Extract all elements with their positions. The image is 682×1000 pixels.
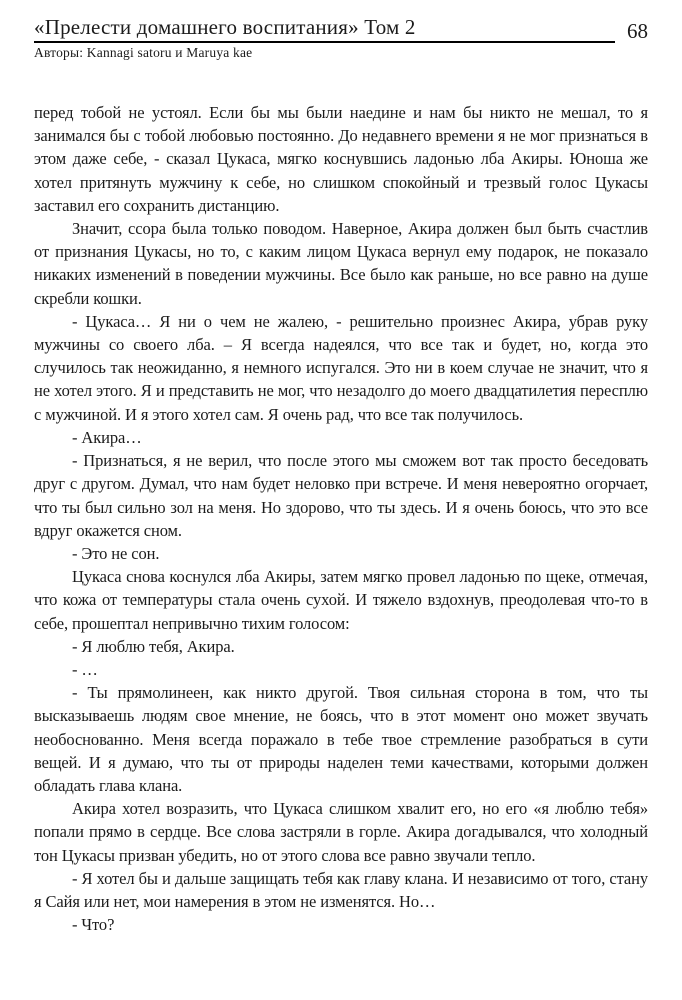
paragraph: - Я хотел бы и дальше защищать тебя как главу клана. И независимо от того, стану я Сайя или нет, мои намерения в этом не изменятся. Но… (34, 868, 648, 911)
paragraph: - Это не сон. (72, 543, 160, 563)
page-body (34, 101, 648, 936)
paragraph: Акира хотел возразить, что Цукаса слишком хвалит его, но его «я люблю тебя» попали прямо в сердце. Все слова застряли в горле. Акира догадывался, что холодный тон Цукасы призван убедить, но от этого слова все равно звучали тепло. (34, 799, 648, 865)
paragraph: - Что? (72, 915, 115, 935)
paragraph: - Признаться, я не верил, что после этого мы сможем вот так просто беседовать друг с другом. Думал, что нам будет неловко при встрече. И меня невероятно огорчает, что ты был сильно зол на меня. Но здорово, что ты здесь. И я очень боюсь, что это все вдруг окажется сном. (34, 451, 648, 540)
paragraph: - Ты прямолинеен, как никто другой. Твоя сильная сторона в том, что ты высказываешь людям свое мнение, не боясь, что в этот момент оно может звучать необоснованно. Меня всегда поражало в тебе твое стремление разобраться в сути вещей. И я думаю, что ты от природы наделен теми качествами, которыми должен обладать глава клана. (34, 683, 648, 795)
paragraph: - Акира… (72, 427, 142, 447)
page-header (34, 16, 648, 43)
page-number: 68 (627, 19, 648, 43)
book-title: «Прелести домашнего воспитания» Том 2 (34, 16, 615, 43)
authors-line: Авторы: Kannagi satoru и Maruya kae (34, 45, 253, 61)
paragraph: - … (72, 659, 98, 679)
paragraph: - Цукаса… Я ни о чем не жалею, - решительно произнес Акира, убрав руку мужчины со своего лба. – Я всегда надеялся, что все так и будет, но, когда это случилось так неожиданно, я немного испугался. Это ни в коем случае не значит, что я не хотел этого. Я и представить не мог, что незадолго до моего двадцатилетия пересплю с мужчиной. И я этого хотел сам. Я очень рад, что все так получилось. (34, 311, 648, 424)
paragraph: Значит, ссора была только поводом. Наверное, Акира должен был быть счастлив от признания Цукасы, но то, с каким лицом Цукаса вернул ему подарок, не показало никаких изменений в поведении мужчины. Все было как раньше, но все равно на душе скребли кошки. (34, 219, 648, 308)
paragraph: Цукаса снова коснулся лба Акиры, затем мягко провел ладонью по щеке, отмечая, что кожа от температуры стала очень сухой. И тяжело вздохнув, преодолевая что-то в себе, прошептал непривычно тихим голосом: (34, 567, 648, 633)
paragraph: перед тобой не устоял. Если бы мы были наедине и нам бы никто не мешал, то я занимался бы с тобой любовью постоянно. До недавнего времени я не мог признаться в этом даже себе, - сказал Цукаса, мягко коснувшись ладонью лба Акиры. Юноша же хотел притянуть мужчину к себе, но слишком спокойный и трезвый голос Цукасы заставил его сохранить дистанцию. (34, 103, 648, 215)
paragraph: - Я люблю тебя, Акира. (72, 636, 235, 656)
